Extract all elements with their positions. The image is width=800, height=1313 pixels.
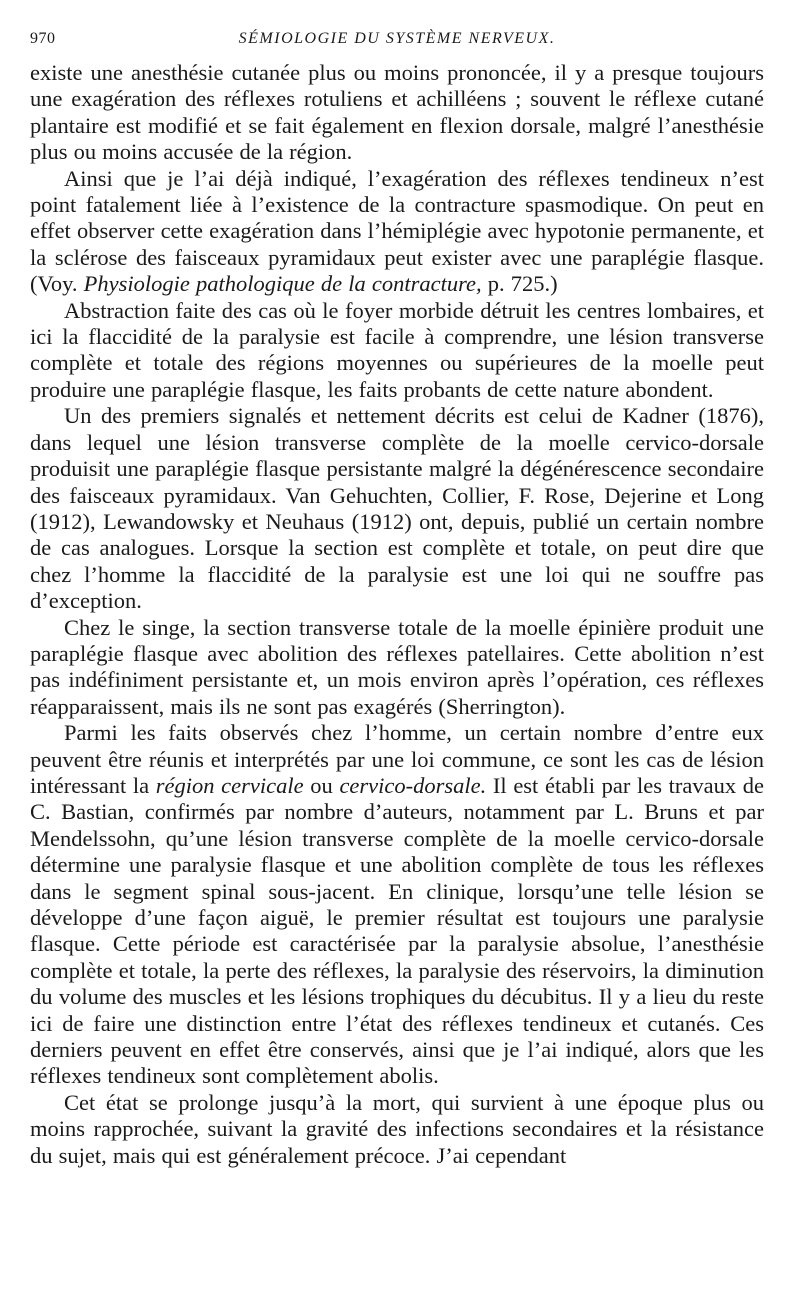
paragraph-2-page-ref: p. 725.)	[481, 271, 558, 297]
paragraph-6-emphasis-b: cervico-dorsale.	[339, 772, 487, 798]
paragraph-7: Cet état se prolonge jusqu’à la mort, qui survient à une époque plus ou moins rapprochée, suivant la gravité des infections secondaires et la résistance du sujet, mais qui est généralement précoce. J’ai cependant	[30, 1089, 764, 1168]
body-text	[30, 60, 764, 1169]
paragraph-1: existe une anesthésie cutanée plus ou moins prononcée, il y a presque toujours une exagération des réflexes rotuliens et achilléens ; souvent le réflexe cutané plantaire est modifié et se fait également en flexion dorsale, malgré l’anesthésie plus ou moins accusée de la région.	[30, 60, 764, 165]
paragraph-4: Un des premiers signalés et nettement décrits est celui de Kadner (1876), dans lequel une lésion transverse complète de la moelle cervico-dorsale produisit une paraplégie flasque persistante malgré la dégénérescence secondaire des faisceaux pyramidaux. Van Gehuchten, Collier, F. Rose, Dejerine et Long (1912), Lewandowsky et Neuhaus (1912) ont, depuis, publié un certain nombre de cas analogues. Lorsque la section est complète et totale, on peut dire que chez l’homme la flaccidité de la paralysie est une loi qui ne souffre pas d’exception.	[30, 403, 764, 614]
paragraph-2-text: Ainsi que je l’ai déjà indiqué, l’exagération des réflexes tendineux n’est point fatalement liée à l’existence de la contracture spasmodique. On peut en effet observer cette exagération dans l’hémiplégie avec hypotonie permanente, et la sclérose des faisceaux pyramidaux peut exister avec une paraplégie flasque. (Voy.	[30, 165, 764, 297]
paragraph-3: Abstraction faite des cas où le foyer morbide détruit les centres lombaires, et ici la flaccidité de la paralysie est facile à comprendre, une lésion transverse complète et totale des régions moyennes ou supérieures de la moelle peut produire une paraplégie flasque, les faits probants de cette nature abondent.	[30, 297, 764, 402]
paragraph-2	[30, 166, 764, 298]
paragraph-2-citation: Physiologie pathologique de la contracture,	[83, 271, 482, 297]
paragraph-6-text-a: Parmi les faits observés chez l’homme, un certain nombre d’entre eux peuvent être réunis et interprétés par une loi commune, ce sont les cas de lésion intéressant la	[30, 720, 764, 798]
paragraph-6-emphasis-a: région cervicale	[155, 772, 304, 798]
paragraph-6	[30, 720, 764, 1090]
page-header	[30, 30, 764, 60]
paragraph-5: Chez le singe, la section transverse totale de la moelle épinière produit une paraplégie flasque avec abolition des réflexes patellaires. Cette abolition n’est pas indéfiniment persistante et, un mois environ après l’opération, ces réflexes réapparaissent, mais ils ne sont pas exagérés (Sherrington).	[30, 614, 764, 719]
running-head: SÉMIOLOGIE DU SYSTÈME NERVEUX.	[238, 30, 556, 47]
paragraph-6-text-b: ou	[303, 772, 340, 798]
page-number: 970	[30, 30, 56, 47]
paragraph-6-text-c: Il est établi par les travaux de C. Bastian, confirmés par nombre d’auteurs, notamment par L. Bruns et par Mendelssohn, qu’une lésion transverse complète de la moelle cervico-dorsale détermine une paralysie flasque et une abolition complète de tous les réflexes dans le segment spinal sous-jacent. En clinique, lorsqu’une telle lésion se développe d’une façon aiguë, le premier résultat est toujours une paralysie flasque. Cette période est caractérisée par la paralysie absolue, l’anesthésie complète et totale, la perte des réflexes, la paralysie des réservoirs, la diminution du volume des muscles et les lésions trophiques du décubitus. Il y a lieu du reste ici de faire une distinction entre l’état des réflexes tendineux et cutanés. Ces derniers peuvent en effet être conservés, ainsi que je l’ai indiqué, alors que les réflexes tendineux sont complètement abolis.	[30, 772, 764, 1089]
